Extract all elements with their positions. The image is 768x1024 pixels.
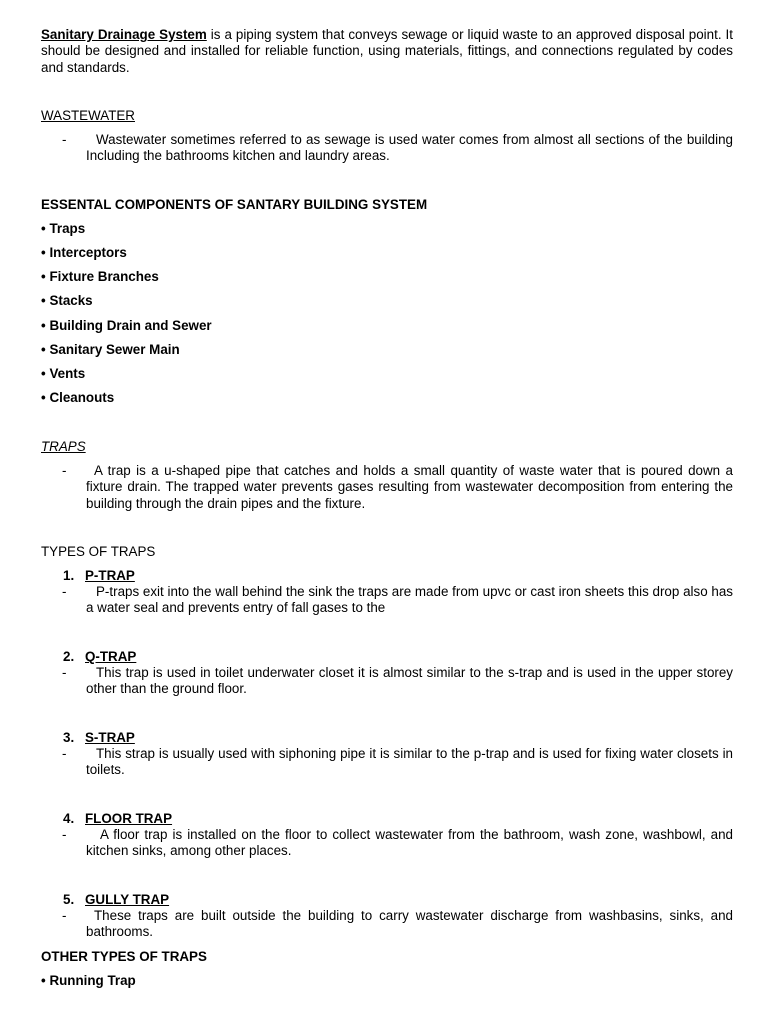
list-item xyxy=(41,245,127,261)
trap-type-name: S-TRAP xyxy=(85,730,135,745)
list-item-text: Running Trap xyxy=(49,973,136,988)
dash-marker: - xyxy=(62,463,67,478)
types-heading: TYPES OF TRAPS xyxy=(41,544,156,559)
trap-type-text: A floor trap is installed on the floor to collect wastewater from the bathroom, wash zone, washbowl, and kitchen sinks, among other places. xyxy=(86,827,733,859)
list-item-text: Cleanouts xyxy=(49,390,115,405)
list-item xyxy=(41,221,85,237)
bullet-marker: • xyxy=(41,342,46,357)
trap-type-text: This trap is used in toilet underwater closet it is almost similar to the s-trap and is used in the upper storey other than the ground floor. xyxy=(86,665,733,697)
trap-type-title xyxy=(63,649,136,665)
trap-type-name: Q-TRAP xyxy=(85,649,137,664)
trap-type-title xyxy=(63,892,169,908)
list-item-text: Vents xyxy=(49,366,86,381)
list-item xyxy=(41,390,114,406)
list-item xyxy=(41,366,85,382)
list-item-text: Interceptors xyxy=(49,245,127,260)
dash-marker: - xyxy=(62,746,67,761)
trap-type-text: P-traps exit into the wall behind the sink the traps are made from upvc or cast iron sheets this drop also has a water seal and prevents entry of fall gases to the xyxy=(86,584,733,616)
traps-heading: TRAPS xyxy=(41,439,86,454)
trap-type-text: These traps are built outside the building to carry wastewater discharge from washbasins, sinks, and bathrooms. xyxy=(86,908,733,940)
trap-type-title xyxy=(63,811,172,827)
dash-marker: - xyxy=(62,908,67,923)
dash-marker: - xyxy=(62,132,67,147)
wastewater-text: Wastewater sometimes referred to as sewage is used water comes from almost all sections of the building Including the bathrooms kitchen and laundry areas. xyxy=(86,132,733,164)
item-number: 2. xyxy=(63,649,75,664)
intro-paragraph xyxy=(41,27,733,76)
list-item xyxy=(41,973,136,989)
intro-text: is a piping system that conveys sewage or liquid waste to an approved disposal point. It should be designed and installed for reliable function, using materials, fittings, and connections regulated by codes and standards. xyxy=(41,27,733,75)
traps-text: A trap is a u-shaped pipe that catches and holds a small quantity of waste water that is poured down a fixture drain. The trapped water prevents gases resulting from wastewater decomposition from entering the building through the drain pipes and the fixture. xyxy=(86,463,733,511)
trap-type-title xyxy=(63,568,135,584)
trap-type-text: This strap is usually used with siphoning pipe it is similar to the p-trap and is used for fixing water closets in toilets. xyxy=(86,746,733,778)
item-number: 1. xyxy=(63,568,75,583)
trap-type-name: GULLY TRAP xyxy=(85,892,170,907)
item-number: 4. xyxy=(63,811,75,826)
list-item-text: Fixture Branches xyxy=(49,269,159,284)
intro-term: Sanitary Drainage System xyxy=(41,27,207,42)
list-item xyxy=(41,318,212,334)
bullet-marker: • xyxy=(41,973,46,988)
dash-marker: - xyxy=(62,584,67,599)
list-item-text: Building Drain and Sewer xyxy=(49,318,212,333)
bullet-marker: • xyxy=(41,318,46,333)
bullet-marker: • xyxy=(41,245,46,260)
wastewater-heading: WASTEWATER xyxy=(41,108,135,123)
bullet-marker: • xyxy=(41,293,46,308)
other-types-heading: OTHER TYPES OF TRAPS xyxy=(41,949,207,964)
item-number: 5. xyxy=(63,892,75,907)
list-item xyxy=(41,269,159,285)
trap-type-title xyxy=(63,730,135,746)
bullet-marker: • xyxy=(41,390,46,405)
list-item xyxy=(41,293,93,309)
dash-marker: - xyxy=(62,665,67,680)
bullet-marker: • xyxy=(41,366,46,381)
trap-type-name: FLOOR TRAP xyxy=(85,811,173,826)
item-number: 3. xyxy=(63,730,75,745)
trap-type-name: P-TRAP xyxy=(85,568,135,583)
list-item-text: Sanitary Sewer Main xyxy=(49,342,180,357)
bullet-marker: • xyxy=(41,269,46,284)
components-heading: ESSENTAL COMPONENTS OF SANTARY BUILDING SYSTEM xyxy=(41,197,428,212)
dash-marker: - xyxy=(62,827,67,842)
list-item-text: Traps xyxy=(49,221,86,236)
list-item xyxy=(41,342,180,358)
list-item-text: Stacks xyxy=(49,293,93,308)
bullet-marker: • xyxy=(41,221,46,236)
